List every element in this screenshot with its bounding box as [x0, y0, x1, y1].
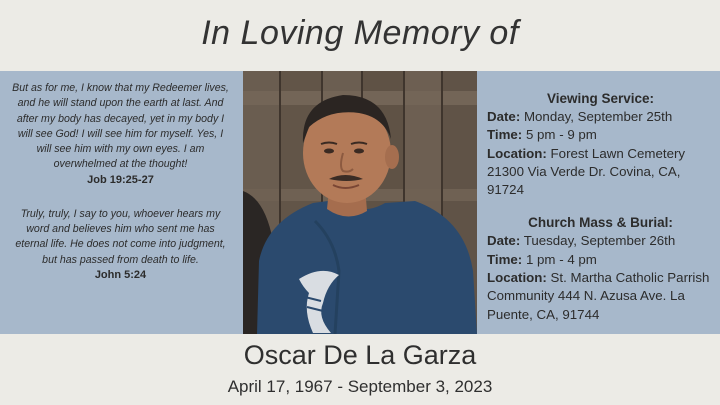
section-heading: Church Mass & Burial:	[528, 215, 673, 231]
scripture-column	[0, 71, 243, 334]
location-value: Forest Lawn Cemetery 21300 Via Verde Dr. Covina, CA, 91724	[487, 145, 686, 198]
verse-reference: Job 19:25-27	[87, 173, 154, 186]
date-line	[487, 232, 714, 250]
verse-text: Truly, truly, I say to you, whoever hears my word and believes him who sent me has eternal life. He does not come into judgment, but has passed from death to life.	[15, 207, 226, 266]
location-line	[487, 145, 714, 200]
church-mass-section	[487, 214, 714, 323]
viewing-service-section	[487, 90, 714, 199]
time-value: 5 pm - 9 pm	[525, 127, 597, 143]
date-value: Tuesday, September 26th	[523, 233, 676, 249]
time-value: 1 pm - 4 pm	[525, 251, 597, 267]
memorial-photo	[243, 71, 477, 334]
life-dates: April 17, 1967 - September 3, 2023	[227, 377, 493, 396]
verse-reference: John 5:24	[94, 268, 147, 281]
verse-text: But as for me, I know that my Redeemer lives, and he will stand upon the earth at last. And after my body has decayed, yet in my body I will see God! I will see him for myself. Yes, I will see him with my own eyes. I am overwhelmed at the thought!	[12, 82, 229, 171]
time-label: Time:	[487, 251, 523, 267]
portrait-illustration	[243, 71, 477, 334]
location-label: Location:	[487, 270, 547, 286]
verse-block	[12, 81, 229, 188]
page-title: In Loving Memory of	[201, 14, 519, 52]
verse-block	[12, 207, 229, 283]
location-line	[487, 269, 714, 324]
date-line	[487, 108, 714, 126]
location-label: Location:	[487, 145, 547, 161]
service-details	[477, 71, 720, 334]
date-label: Date:	[487, 233, 521, 249]
deceased-name: Oscar De La Garza	[243, 340, 477, 370]
time-line	[487, 126, 714, 144]
location-value: St. Martha Catholic Parrish Community 444 N. Azusa Ave. La Puente, CA, 91744	[487, 270, 710, 322]
date-value: Monday, September 25th	[523, 109, 673, 124]
section-heading: Viewing Service:	[546, 91, 655, 106]
time-line	[487, 251, 714, 269]
time-label: Time:	[487, 127, 523, 143]
date-label: Date:	[487, 109, 521, 124]
